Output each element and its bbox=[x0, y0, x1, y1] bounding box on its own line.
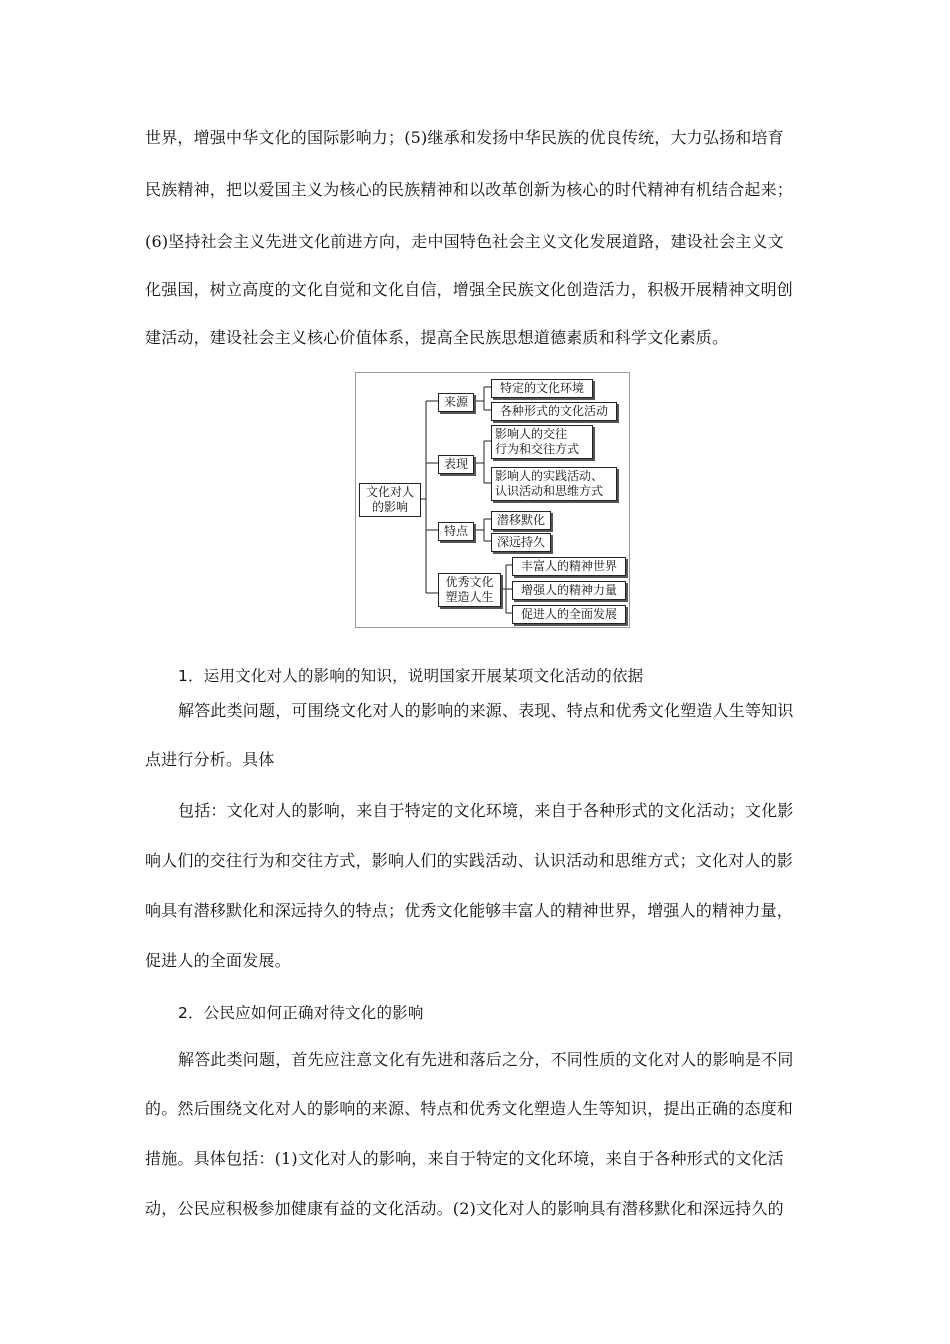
text-line: 民族精神，把以爱国主义为核心的民族精神和以改革创新为核心的时代精神有机结合起来； bbox=[145, 180, 794, 199]
branch-node-excellent-culture bbox=[438, 573, 501, 607]
leaf-node bbox=[512, 581, 626, 600]
branch-node-source bbox=[438, 393, 474, 412]
leaf-node bbox=[491, 511, 551, 530]
section-heading: 2．公民应如何正确对待文化的影响 bbox=[178, 1004, 424, 1022]
node-text: 的影响 bbox=[371, 500, 408, 514]
section-heading: 1．运用文化对人的影响的知识，说明国家开展某项文化活动的依据 bbox=[178, 667, 644, 685]
node-text: 各种形式的文化活动 bbox=[499, 404, 608, 418]
node-text: 认识活动和思维方式 bbox=[495, 484, 604, 498]
node-text: 潜移默化 bbox=[496, 513, 545, 527]
text-line: 促进人的全面发展。 bbox=[145, 951, 291, 970]
node-text: 文化对人 bbox=[365, 485, 414, 499]
leaf-node bbox=[512, 605, 626, 624]
leaf-node bbox=[491, 467, 617, 501]
text-line: (6)坚持社会主义先进文化前进方向，走中国特色社会主义文化发展道路，建设社会主义文 bbox=[145, 232, 784, 251]
text-line: 包括：文化对人的影响，来自于特定的文化环境，来自于各种形式的文化活动；文化影 bbox=[178, 801, 794, 820]
node-text: 优秀文化 bbox=[445, 575, 494, 589]
leaf-node bbox=[491, 379, 593, 398]
text-line: 世界，增强中华文化的国际影响力；(5)继承和发扬中华民族的优良传统，大力弘扬和培育 bbox=[145, 128, 784, 147]
text-line: 措施。具体包括：(1)文化对人的影响，来自于特定的文化环境，来自于各种形式的文化活 bbox=[145, 1149, 784, 1168]
node-text: 促进人的全面发展 bbox=[520, 607, 617, 621]
leaf-node bbox=[512, 557, 626, 576]
text-line: 响具有潜移默化和深远持久的特点；优秀文化能够丰富人的精神世界，增强人的精神力量， bbox=[145, 901, 794, 920]
leaf-node bbox=[491, 425, 593, 459]
text-line: 化强国，树立高度的文化自觉和文化自信，增强全民族文化创造活力，积极开展精神文明创 bbox=[145, 280, 794, 299]
node-text: 深远持久 bbox=[496, 535, 545, 549]
node-text: 特点 bbox=[443, 524, 468, 538]
leaf-node bbox=[491, 402, 617, 421]
node-text: 丰富人的精神世界 bbox=[520, 559, 617, 573]
node-text: 行为和交往方式 bbox=[495, 442, 580, 456]
node-text: 塑造人生 bbox=[445, 590, 494, 604]
node-text: 特定的文化环境 bbox=[499, 381, 584, 395]
node-text: 影响人的实践活动、 bbox=[495, 469, 604, 483]
node-text: 来源 bbox=[443, 395, 468, 409]
diagram-root-node bbox=[359, 483, 421, 517]
node-text: 影响人的交往 bbox=[495, 427, 568, 441]
text-line: 响人们的交往行为和交往方式，影响人们的实践活动、认识活动和思维方式；文化对人的影 bbox=[145, 851, 794, 870]
text-line: 建活动，建设社会主义核心价值体系，提高全民族思想道德素质和科学文化素质。 bbox=[145, 328, 729, 347]
text-line: 点进行分析。具体 bbox=[145, 750, 275, 769]
leaf-node bbox=[491, 533, 551, 552]
branch-node-manifestation bbox=[438, 455, 474, 474]
text-line: 的。然后围绕文化对人的影响的来源、特点和优秀文化塑造人生等知识，提出正确的态度和 bbox=[145, 1099, 794, 1118]
branch-node-feature bbox=[438, 522, 474, 541]
text-line: 解答此类问题，首先应注意文化有先进和落后之分，不同性质的文化对人的影响是不同 bbox=[178, 1050, 794, 1069]
text-line: 解答此类问题，可围绕文化对人的影响的来源、表现、特点和优秀文化塑造人生等知识 bbox=[178, 701, 794, 720]
node-text: 表现 bbox=[443, 457, 468, 471]
node-text: 增强人的精神力量 bbox=[520, 583, 617, 597]
text-line: 动，公民应积极参加健康有益的文化活动。(2)文化对人的影响具有潜移默化和深远持久的 bbox=[145, 1199, 784, 1218]
concept-diagram bbox=[355, 372, 630, 628]
